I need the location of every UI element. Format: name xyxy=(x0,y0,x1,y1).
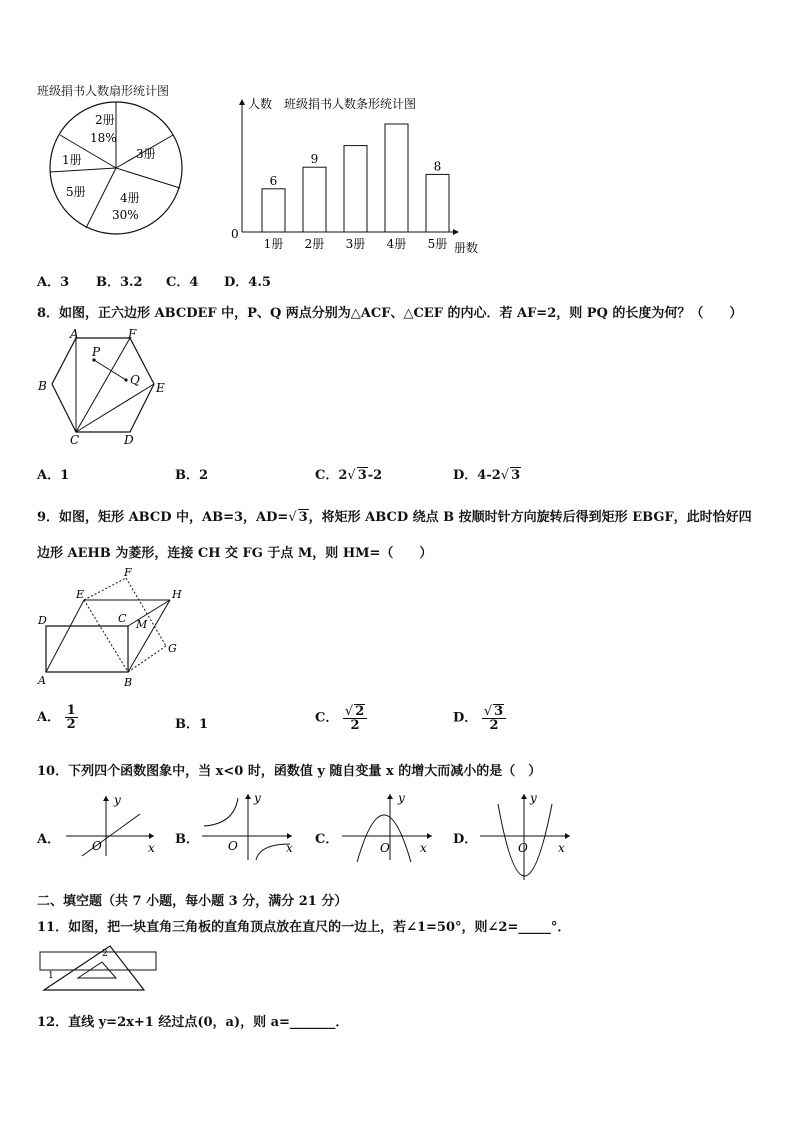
bar-category-label-3: 3册 xyxy=(345,237,366,251)
segment-ae xyxy=(46,600,84,672)
pie-label-4-pct: 30% xyxy=(112,208,139,222)
fraction-numerator-radicand: 3 xyxy=(494,704,504,719)
label-b: B xyxy=(38,379,47,393)
q10-graph-c[interactable] xyxy=(338,788,438,862)
q8-stem: 8．如图，正六边形 ABCDEF 中，P、Q 两点分别为△ACF、△CEF 的内心．若 AF=2，则 PQ 的长度为何？（ ） xyxy=(37,306,743,321)
q10-graph-a[interactable] xyxy=(62,790,162,860)
label-p: P xyxy=(92,345,101,359)
q9-option-c-fraction xyxy=(343,704,367,732)
label-f: F xyxy=(128,328,137,341)
x-label: x xyxy=(286,841,293,855)
label-c: C xyxy=(118,612,127,625)
label-e: E xyxy=(156,381,165,395)
label-q: Q xyxy=(130,373,140,387)
q8-option-b[interactable]: B．2 xyxy=(175,468,209,483)
label-b: B xyxy=(124,676,133,688)
y-axis-arrow xyxy=(245,794,251,799)
fraction-denominator: 2 xyxy=(66,717,76,732)
q7-option-a[interactable]: A．3 xyxy=(37,275,70,290)
fraction-denominator: 2 xyxy=(350,718,360,733)
q7-option-b[interactable]: B．3.2 xyxy=(96,275,143,290)
y-axis-arrow xyxy=(387,794,393,799)
segment-gb-dashed xyxy=(128,646,166,672)
q8-option-c[interactable]: C．2√ 3-2 xyxy=(315,468,383,483)
label-d: D xyxy=(38,614,47,627)
segment-hb xyxy=(128,600,170,672)
fraction-numerator: √ 3 xyxy=(482,704,506,719)
segment-pq xyxy=(94,360,126,380)
bar-origin: 0 xyxy=(231,227,239,241)
q10-graph-d[interactable] xyxy=(476,788,576,884)
q10-option-a-letter[interactable]: A． xyxy=(37,832,61,847)
label-c: C xyxy=(70,433,80,446)
q8-option-d[interactable]: D．4-2√ 3 xyxy=(453,468,521,483)
pie-chart-title: 班级捐书人数扇形统计图 xyxy=(37,84,170,98)
bar-category-label-2: 2册 xyxy=(304,237,325,251)
q8-option-c-prefix: C．2 xyxy=(315,468,348,483)
pie-divider-1 xyxy=(50,168,116,172)
q9-stem-line2: 边形 AEHB 为菱形，连接 CH 交 FG 于点 M，则 HM=（ ） xyxy=(37,546,433,561)
bar-category-label-4: 4册 xyxy=(386,237,407,251)
q9-stem-radicand: 3 xyxy=(298,510,308,525)
label-d: D xyxy=(124,433,134,446)
y-label: y xyxy=(398,791,405,805)
bar-category-label-5: 5册 xyxy=(427,237,448,251)
label-f: F xyxy=(124,566,132,579)
x-axis-arrow xyxy=(149,833,154,839)
bar-1 xyxy=(262,189,285,232)
q10-stem: 10．下列四个函数图象中，当 x<0 时，函数值 y 随自变量 x 的增大而减小的是（ ） xyxy=(37,764,542,779)
y-axis-arrow xyxy=(103,796,109,801)
x-axis-arrow xyxy=(427,833,432,839)
x-label: x xyxy=(148,841,155,855)
q9-option-a-fraction xyxy=(65,704,78,731)
segment-cf xyxy=(76,338,130,432)
fraction-denominator: 2 xyxy=(489,718,499,733)
q9-option-a-letter: A． xyxy=(37,710,61,725)
q11-ruler-triangle-figure xyxy=(36,944,166,996)
origin-label: O xyxy=(228,839,238,853)
section-heading-fill-in: 二、填空题（共 7 小题，每小题 3 分，满分 21 分） xyxy=(37,894,348,909)
pie-label-1: 1册 xyxy=(62,153,82,167)
point-q xyxy=(124,378,127,381)
bar-5 xyxy=(426,174,449,232)
triangle-outer xyxy=(44,946,144,990)
q7-option-d[interactable]: D．4.5 xyxy=(224,275,271,290)
y-label: y xyxy=(530,791,537,805)
q10-option-d-letter[interactable]: D． xyxy=(453,832,478,847)
origin-label: O xyxy=(518,841,528,855)
label-g: G xyxy=(168,642,177,655)
bar-2 xyxy=(303,167,326,232)
bar-value-label-5: 8 xyxy=(433,159,442,174)
y-axis-arrow xyxy=(521,794,527,799)
segment-fg-dashed xyxy=(126,578,166,646)
label-h: H xyxy=(172,588,182,601)
q9-stem-prefix: 9．如图，矩形 ABCD 中，AB=3，AD= xyxy=(37,510,289,525)
hyperbola-branch-right xyxy=(256,844,290,860)
label-a: A xyxy=(70,328,79,341)
label-e: E xyxy=(76,588,85,601)
label-m: M xyxy=(136,618,148,631)
q9-option-c-letter: C． xyxy=(315,710,339,726)
y-label: y xyxy=(254,791,261,805)
q8-option-c-suffix: -2 xyxy=(367,468,383,483)
q7-option-c[interactable]: C．4 xyxy=(166,275,199,290)
bar-y-label: 人数 xyxy=(248,97,273,111)
function-line xyxy=(82,814,140,856)
angle-label-2: 2 xyxy=(102,949,108,959)
angle-label-1: 1 xyxy=(48,971,54,981)
x-label: x xyxy=(420,841,427,855)
q10-option-b-letter[interactable]: B． xyxy=(175,832,199,847)
segment-ef-dashed xyxy=(84,578,126,600)
bar-chart xyxy=(228,92,498,260)
q9-rectangle-figure xyxy=(34,564,194,688)
parabola-up xyxy=(498,804,552,876)
q8-option-d-radicand: 3 xyxy=(511,468,521,483)
x-label: x xyxy=(558,841,565,855)
bar-value-label-1: 6 xyxy=(269,173,278,188)
q8-option-a[interactable]: A．1 xyxy=(37,468,70,483)
bar-title: 班级捐书人数条形统计图 xyxy=(284,97,417,111)
q9-option-c[interactable] xyxy=(315,704,367,732)
segment-eb-dashed xyxy=(84,600,128,672)
q8-option-d-prefix: D．4-2 xyxy=(453,468,501,483)
q10-graph-b[interactable] xyxy=(198,788,298,862)
q9-option-a[interactable] xyxy=(37,704,78,731)
fraction-numerator: 1 xyxy=(66,703,76,718)
q9-option-d[interactable] xyxy=(453,704,506,732)
bar-value-label-2: 9 xyxy=(310,152,319,167)
q8-option-c-radicand: 3 xyxy=(357,468,367,483)
bar-3 xyxy=(344,146,367,232)
pie-label-5: 5册 xyxy=(66,185,86,199)
q10-option-c-letter[interactable]: C． xyxy=(315,832,339,847)
x-axis-arrow xyxy=(565,833,570,839)
q11-stem: 11．如图，把一块直角三角板的直角顶点放在直尺的一边上，若∠1=50°，则∠2=_____°． xyxy=(37,920,571,935)
x-axis-arrow xyxy=(287,833,292,839)
pie-divider-4 xyxy=(116,168,180,188)
pie-label-4: 4册 xyxy=(120,191,140,205)
origin-label: O xyxy=(92,839,102,853)
pie-label-2-pct: 18% xyxy=(90,131,117,145)
pie-label-2: 2册 xyxy=(95,113,115,127)
label-a: A xyxy=(38,674,46,687)
q12-stem: 12．直线 y=2x+1 经过点(0，a)，则 a=_______． xyxy=(37,1015,349,1030)
q9-stem-line1: 9．如图，矩形 ABCD 中，AB=3，AD=√ 3，将矩形 ABCD 绕点 B 按顺时针方向旋转后得到矩形 EBGF，此时恰好四 xyxy=(37,510,752,525)
origin-label: O xyxy=(380,841,390,855)
bar-x-label: 册数 xyxy=(454,241,479,255)
q9-option-d-fraction xyxy=(482,704,506,732)
q9-option-b[interactable]: B．1 xyxy=(175,717,209,732)
q8-hexagon-figure xyxy=(34,328,174,446)
pie-label-3: 3册 xyxy=(136,147,156,161)
y-label: y xyxy=(114,793,121,807)
bar-4 xyxy=(385,124,408,232)
pie-chart xyxy=(48,100,188,240)
fraction-numerator: √ 2 xyxy=(343,704,367,719)
fraction-numerator-radicand: 2 xyxy=(355,704,365,719)
q9-stem-suffix: ，将矩形 ABCD 绕点 B 按顺时针方向旋转后得到矩形 EBGF，此时恰好四 xyxy=(308,510,752,525)
bar-category-label-1: 1册 xyxy=(263,237,284,251)
segment-ch xyxy=(128,600,170,626)
hyperbola-branch-left xyxy=(204,798,238,826)
q9-option-d-letter: D． xyxy=(453,710,478,726)
